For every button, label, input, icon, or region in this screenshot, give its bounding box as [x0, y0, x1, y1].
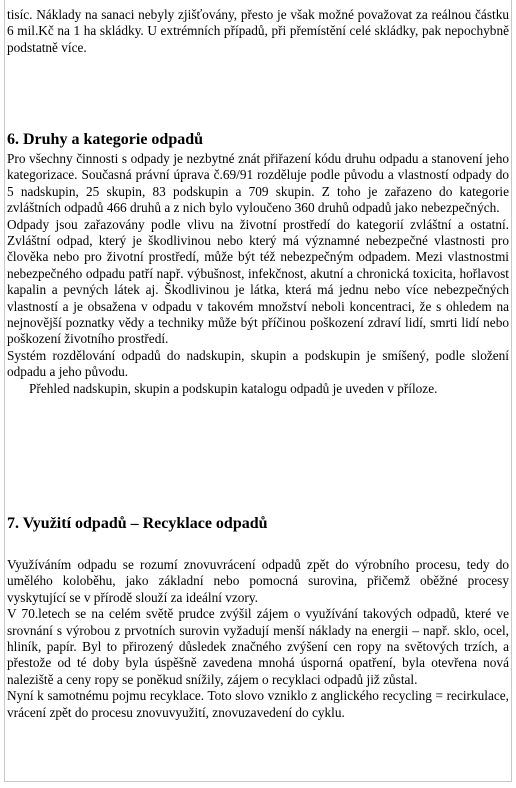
section-7-paragraph-1: Využíváním odpadu se rozumí znovuvrácení odpadů zpět do výrobního procesu, tedy do umělého koloběhu, jako základní nebo pomocná surovina, přičemž oběžné procesy vyskytující se v přírodě slouží za ideální vzory. — [7, 557, 509, 605]
section-7-heading: 7. Využití odpadů – Recyklace odpadů — [7, 515, 268, 532]
section-7-paragraph-3: Nyní k samotnému pojmu recyklace. Toto slovo vzniklo z anglického recycling = recirkulace, vrácení zpět do procesu znovuvyužití, znovuzavedení do cyklu. — [7, 688, 509, 720]
intro-paragraph: tisíc. Náklady na sanaci nebyly zjišťovány, přesto je však možné považovat za reálnou částku 6 mil.Kč na 1 ha skládky. U extrémních případů, při přemístění celé skládky, pak nepochybně podstatně více. — [7, 7, 509, 55]
section-7-body — [7, 557, 509, 721]
section-7-paragraph-2: V 70.letech se na celém světě prudce zvýšil zájem o využívání takových odpadů, které ve srovnání s výrobou z prvotních surovin vyžadují menší náklady na energii – např. sklo, ocel, hliník, papír. Byl to přirozený důsledek značného zvýšení cen ropy na světových trzích, a přestože od té doby byla úspěšně zavedena mnohá úsporná opatření, byla otevřena nová naleziště a ceny ropy se poněkud snížily, zájem o recyklaci odpadů již zůstal. — [7, 606, 509, 687]
document-page — [4, 0, 512, 782]
section-6-body — [7, 151, 509, 397]
section-6-paragraph-4: Přehled nadskupin, skupin a podskupin katalogu odpadů je uveden v příloze. — [29, 380, 438, 396]
section-6-heading: 6. Druhy a kategorie odpadů — [7, 131, 204, 148]
section-6-paragraph-1: Pro všechny činnosti s odpady je nezbytné znát přiřazení kódu druhu odpadu a stanovení jeho kategorizace. Současná právní úprava č.69/91 rozděluje podle původu a vlastností odpady do 5 nadskupin, 25 skupin, 83 podskupin a 709 skupin. Z toho je zařazeno do kategorie zvláštních odpadů 466 druhů a z nich bylo vyloučeno 360 druhů odpadů jako nebezpečných. — [7, 151, 509, 216]
intro-text-block — [7, 7, 509, 56]
section-6-paragraph-2: Odpady jsou zařazovány podle vlivu na životní prostředí do kategorií zvláštní a ostatní. Zvláštní odpad, který je škodlivinou nebo který má významné nebezpečné vlastnosti pro člověka nebo pro životní prostředí, může být též nebezpečným odpadem. Mezi vlastnostmi nebezpečného odpadu patří např. výbušnost, infekčnost, akutní a chronická toxicita, hořlavost kapalin a pevných látek aj. Škodlivinou je látka, která má jednu nebo více nebezpečných vlastností a je obsažena v odpadu v takovém množství neboli koncentraci, že s ohledem na nejnovější poznatky vědy a techniky může být příčinou poškození zdraví lidí, smrti lidí nebo poškození životního prostředí. — [7, 216, 509, 347]
section-6-paragraph-3: Systém rozdělování odpadů do nadskupin, skupin a podskupin je smíšený, podle složení odpadu a jeho původu. — [7, 347, 509, 380]
